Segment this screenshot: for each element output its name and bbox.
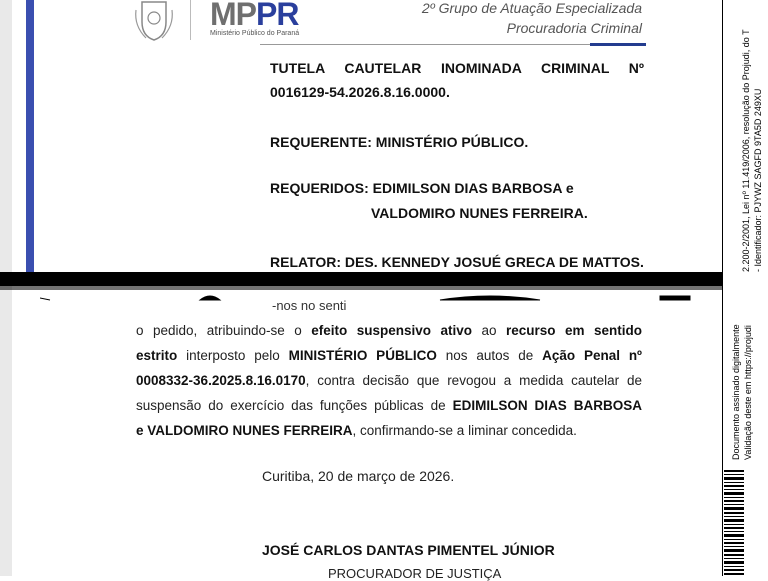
paragraph-line1: [136, 318, 642, 343]
bold-run: Ação Penal nº: [542, 348, 642, 363]
text-run: , confirmando-se a liminar concedida.: [352, 423, 577, 438]
logo-mp: MP: [210, 0, 256, 32]
bold-run: recurso em sentido: [506, 323, 642, 338]
mppr-logo: [210, 0, 298, 33]
text-run: suspensão do exercício das funções públicas de: [136, 398, 453, 413]
text-run: interposto pelo: [177, 348, 289, 363]
barcode-icon: [724, 470, 744, 576]
header-department: Procuradoria Criminal: [506, 20, 642, 36]
page-fold-band: [0, 272, 768, 286]
paragraph-line2: [136, 343, 642, 368]
header-rule: [260, 44, 646, 45]
side-legal-line2: - Identificador: PJYWZ SAGFD 9TA5D 249XU: [753, 88, 763, 272]
bold-run: MINISTÉRIO PÚBLICO: [288, 348, 437, 363]
partially-hidden-text: -nos no senti: [272, 298, 347, 313]
logo-pr: PR: [256, 0, 299, 32]
blue-margin-strip: [26, 0, 34, 272]
logo-subtitle: Ministério Público do Paraná: [210, 30, 300, 37]
paragraph-line5: [136, 418, 642, 443]
text-run: , contra decisão que revogou a medida cautelar de: [305, 373, 642, 388]
bold-run: efeito suspensivo ativo: [311, 323, 473, 338]
case-number: 0016129-54.2026.8.16.0000.: [270, 84, 450, 100]
logo-separator: [190, 0, 191, 40]
text-run: o pedido, atribuindo-se o: [136, 323, 312, 338]
fold-artifacts: [40, 290, 720, 304]
signer-name: JOSÉ CARLOS DANTAS PIMENTEL JÚNIOR: [262, 542, 555, 558]
parana-coat-of-arms-icon: [132, 0, 176, 42]
requerente: REQUERENTE: MINISTÉRIO PÚBLICO.: [270, 134, 529, 150]
signer-role: PROCURADOR DE JUSTIÇA: [328, 566, 502, 581]
side-signature-text: [730, 324, 754, 460]
side-legal-text: [740, 29, 764, 272]
case-title-line1: TUTELA CAUTELAR INOMINADA CRIMINAL Nº: [270, 60, 644, 76]
side-signature-line2: Validação deste em https://projudi: [743, 325, 753, 460]
date-line: Curitiba, 20 de março de 2026.: [262, 468, 455, 484]
side-strip-border: [722, 0, 723, 576]
requeridos-line1: REQUERIDOS: EDIMILSON DIAS BARBOSA e: [270, 180, 574, 196]
header-group-name: 2º Grupo de Atuação Especializada: [421, 0, 642, 16]
text-run: nos autos de: [436, 348, 543, 363]
relator: RELATOR: DES. KENNEDY JOSUÉ GRECA DE MATTOS.: [270, 254, 644, 270]
side-legal-line1: 2.200-2/2001, Lei nº 11.419/2006, resolução do Projudi, do T: [741, 29, 751, 272]
requeridos-line2: VALDOMIRO NUNES FERREIRA.: [371, 205, 588, 221]
side-signature-line1: Documento assinado digitalmente: [731, 324, 741, 460]
paragraph-line4: [136, 393, 642, 418]
bold-run: e VALDOMIRO NUNES FERREIRA: [136, 423, 353, 438]
bold-run: EDIMILSON DIAS BARBOSA: [452, 398, 643, 413]
paragraph-line3: [136, 368, 642, 393]
header-accent-bar: [590, 43, 646, 46]
bold-run: 0008332-36.2025.8.16.0170: [136, 373, 306, 388]
bold-run: estrito: [136, 348, 178, 363]
text-run: ao: [472, 323, 506, 338]
